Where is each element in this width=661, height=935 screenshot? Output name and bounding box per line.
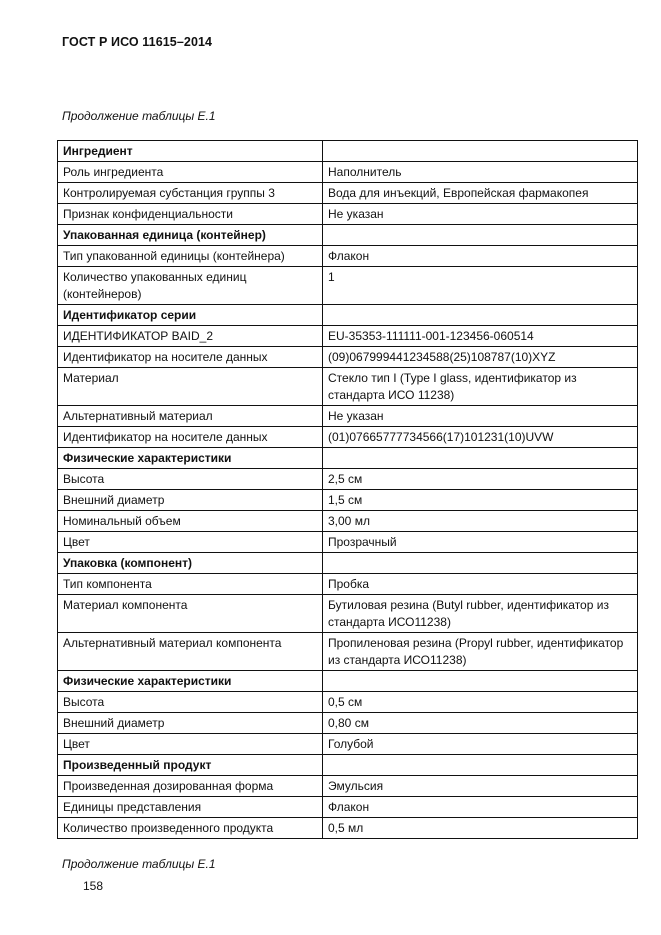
section-row <box>58 305 638 326</box>
row-label: Высота <box>58 692 323 713</box>
row-label: Количество упакованных единиц (контейнеров) <box>58 267 323 305</box>
section-title: Упакованная единица (контейнер) <box>58 225 323 246</box>
row-value: Флакон <box>323 246 638 267</box>
row-label: Идентификатор на носителе данных <box>58 347 323 368</box>
table-row <box>58 267 638 305</box>
row-value <box>323 141 638 162</box>
row-label: Единицы представления <box>58 797 323 818</box>
document-header: ГОСТ Р ИСО 11615–2014 <box>62 35 213 49</box>
row-value: (09)067999441234588(25)108787(10)XYZ <box>323 347 638 368</box>
row-label: Произведенная дозированная форма <box>58 776 323 797</box>
row-label: Высота <box>58 469 323 490</box>
table-row <box>58 347 638 368</box>
table-row <box>58 797 638 818</box>
specification-table <box>57 140 638 839</box>
row-label: Номинальный объем <box>58 511 323 532</box>
table-row <box>58 246 638 267</box>
page-number: 158 <box>83 879 104 893</box>
table-row <box>58 692 638 713</box>
table-row <box>58 406 638 427</box>
table-row <box>58 532 638 553</box>
row-label: Материал <box>58 368 323 406</box>
table-row <box>58 204 638 225</box>
table-caption-bottom: Продолжение таблицы Е.1 <box>62 857 216 871</box>
row-value: Не указан <box>323 204 638 225</box>
row-value: Стекло тип I (Type I glass, идентификатор из стандарта ИСО 11238) <box>323 368 638 406</box>
row-value: Вода для инъекций, Европейская фармакопея <box>323 183 638 204</box>
section-title: Физические характеристики <box>58 671 323 692</box>
row-value: Пробка <box>323 574 638 595</box>
row-value: Пропиленовая резина (Propyl rubber, идентификатор из стандарта ИСО11238) <box>323 633 638 671</box>
section-row <box>58 671 638 692</box>
table-caption-top: Продолжение таблицы Е.1 <box>62 109 216 123</box>
table-row <box>58 595 638 633</box>
row-value <box>323 671 638 692</box>
row-value: Эмульсия <box>323 776 638 797</box>
row-label: Тип упакованной единицы (контейнера) <box>58 246 323 267</box>
row-value: 3,00 мл <box>323 511 638 532</box>
table-row <box>58 326 638 347</box>
section-row <box>58 553 638 574</box>
row-value: EU-35353-111111-001-123456-060514 <box>323 326 638 347</box>
table-row <box>58 713 638 734</box>
table-row <box>58 469 638 490</box>
row-label: Цвет <box>58 734 323 755</box>
row-value: 1,5 см <box>323 490 638 511</box>
row-label: Тип компонента <box>58 574 323 595</box>
row-value <box>323 553 638 574</box>
section-title: Упаковка (компонент) <box>58 553 323 574</box>
row-value: 0,5 см <box>323 692 638 713</box>
section-title: Идентификатор серии <box>58 305 323 326</box>
row-label: Внешний диаметр <box>58 713 323 734</box>
section-title: Физические характеристики <box>58 448 323 469</box>
row-label: Материал компонента <box>58 595 323 633</box>
row-label: ИДЕНТИФИКАТОР BAID_2 <box>58 326 323 347</box>
row-value: 2,5 см <box>323 469 638 490</box>
row-label: Альтернативный материал компонента <box>58 633 323 671</box>
table-row <box>58 183 638 204</box>
section-row <box>58 448 638 469</box>
row-value: (01)07665777734566(17)101231(10)UVW <box>323 427 638 448</box>
table-row <box>58 368 638 406</box>
row-value: Прозрачный <box>323 532 638 553</box>
table-row <box>58 818 638 839</box>
row-value <box>323 305 638 326</box>
table-row <box>58 776 638 797</box>
section-title: Произведенный продукт <box>58 755 323 776</box>
row-label: Альтернативный материал <box>58 406 323 427</box>
section-row <box>58 225 638 246</box>
row-label: Роль ингредиента <box>58 162 323 183</box>
table-row <box>58 574 638 595</box>
table-row <box>58 734 638 755</box>
table-row <box>58 633 638 671</box>
row-label: Внешний диаметр <box>58 490 323 511</box>
row-label: Контролируемая субстанция группы 3 <box>58 183 323 204</box>
table-row <box>58 511 638 532</box>
table-row <box>58 427 638 448</box>
table-row <box>58 162 638 183</box>
row-value: Флакон <box>323 797 638 818</box>
row-value: Не указан <box>323 406 638 427</box>
row-label: Количество произведенного продукта <box>58 818 323 839</box>
section-row <box>58 755 638 776</box>
row-value: 1 <box>323 267 638 305</box>
row-value: 0,5 мл <box>323 818 638 839</box>
row-value: 0,80 см <box>323 713 638 734</box>
table-row <box>58 490 638 511</box>
specification-table-body <box>58 141 638 839</box>
row-value <box>323 755 638 776</box>
section-title: Ингредиент <box>58 141 323 162</box>
row-value <box>323 448 638 469</box>
row-value: Голубой <box>323 734 638 755</box>
row-label: Цвет <box>58 532 323 553</box>
row-value <box>323 225 638 246</box>
row-value: Наполнитель <box>323 162 638 183</box>
row-value: Бутиловая резина (Butyl rubber, идентификатор из стандарта ИСО11238) <box>323 595 638 633</box>
row-label: Идентификатор на носителе данных <box>58 427 323 448</box>
section-row <box>58 141 638 162</box>
row-label: Признак конфиденциальности <box>58 204 323 225</box>
